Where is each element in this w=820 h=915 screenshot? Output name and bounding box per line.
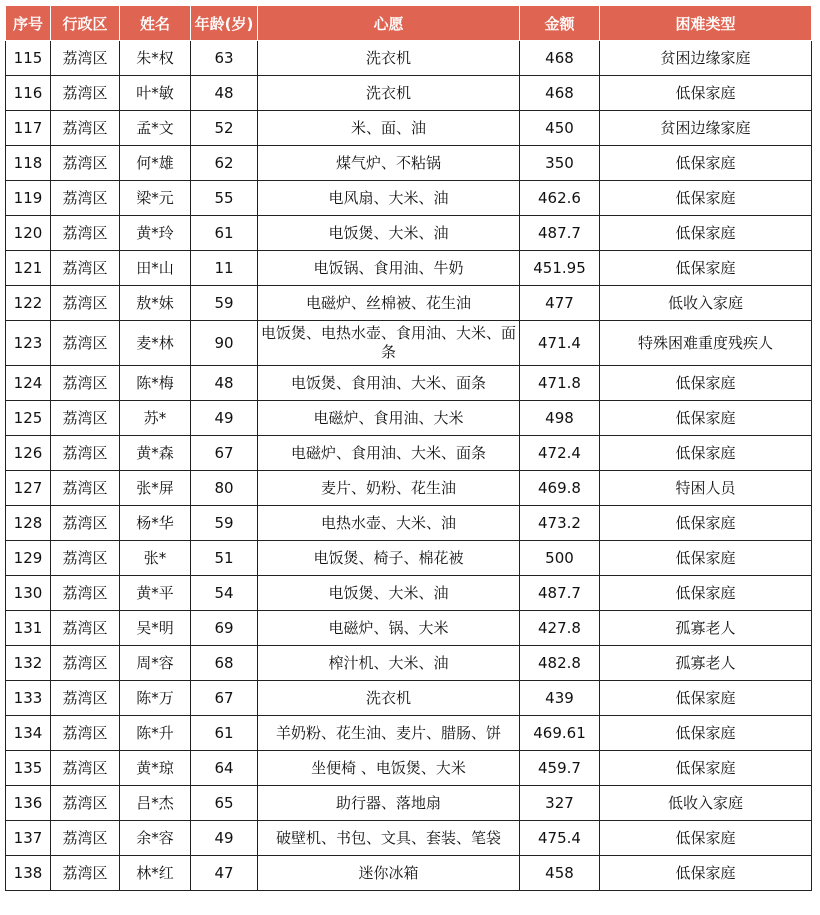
cell-district: 荔湾区 bbox=[51, 821, 120, 856]
cell-hardship-type: 低保家庭 bbox=[600, 76, 812, 111]
cell-wish: 洗衣机 bbox=[258, 41, 520, 76]
cell-amount: 475.4 bbox=[520, 821, 600, 856]
cell-name: 苏* bbox=[120, 401, 191, 436]
cell-name: 田*山 bbox=[120, 251, 191, 286]
cell-district: 荔湾区 bbox=[51, 251, 120, 286]
table-row bbox=[6, 821, 812, 856]
cell-district: 荔湾区 bbox=[51, 111, 120, 146]
table-row bbox=[6, 181, 812, 216]
cell-index: 121 bbox=[6, 251, 51, 286]
cell-name: 陈*升 bbox=[120, 716, 191, 751]
table-row bbox=[6, 576, 812, 611]
table-row bbox=[6, 751, 812, 786]
cell-amount: 472.4 bbox=[520, 436, 600, 471]
cell-district: 荔湾区 bbox=[51, 436, 120, 471]
cell-name: 吕*杰 bbox=[120, 786, 191, 821]
cell-amount: 468 bbox=[520, 41, 600, 76]
cell-district: 荔湾区 bbox=[51, 786, 120, 821]
cell-district: 荔湾区 bbox=[51, 366, 120, 401]
cell-index: 117 bbox=[6, 111, 51, 146]
header-age: 年龄(岁) bbox=[191, 6, 258, 41]
cell-index: 115 bbox=[6, 41, 51, 76]
cell-name: 黄*玲 bbox=[120, 216, 191, 251]
table-row bbox=[6, 856, 812, 891]
cell-age: 47 bbox=[191, 856, 258, 891]
cell-amount: 327 bbox=[520, 786, 600, 821]
header-name: 姓名 bbox=[120, 6, 191, 41]
cell-index: 138 bbox=[6, 856, 51, 891]
cell-index: 122 bbox=[6, 286, 51, 321]
cell-amount: 469.8 bbox=[520, 471, 600, 506]
cell-hardship-type: 低保家庭 bbox=[600, 576, 812, 611]
cell-hardship-type: 贫困边缘家庭 bbox=[600, 41, 812, 76]
cell-name: 黄*森 bbox=[120, 436, 191, 471]
cell-index: 118 bbox=[6, 146, 51, 181]
cell-age: 69 bbox=[191, 611, 258, 646]
cell-age: 55 bbox=[191, 181, 258, 216]
cell-wish: 榨汁机、大米、油 bbox=[258, 646, 520, 681]
cell-index: 131 bbox=[6, 611, 51, 646]
cell-hardship-type: 低保家庭 bbox=[600, 821, 812, 856]
table-row bbox=[6, 146, 812, 181]
cell-hardship-type: 低保家庭 bbox=[600, 541, 812, 576]
cell-name: 孟*文 bbox=[120, 111, 191, 146]
cell-district: 荔湾区 bbox=[51, 576, 120, 611]
cell-index: 134 bbox=[6, 716, 51, 751]
cell-hardship-type: 低保家庭 bbox=[600, 716, 812, 751]
cell-district: 荔湾区 bbox=[51, 216, 120, 251]
cell-wish: 电磁炉、食用油、大米、面条 bbox=[258, 436, 520, 471]
cell-wish: 煤气炉、不粘锅 bbox=[258, 146, 520, 181]
cell-district: 荔湾区 bbox=[51, 611, 120, 646]
cell-wish: 电热水壶、大米、油 bbox=[258, 506, 520, 541]
cell-name: 陈*万 bbox=[120, 681, 191, 716]
header-hardship-type: 困难类型 bbox=[600, 6, 812, 41]
cell-amount: 458 bbox=[520, 856, 600, 891]
cell-age: 67 bbox=[191, 436, 258, 471]
cell-district: 荔湾区 bbox=[51, 471, 120, 506]
cell-wish: 洗衣机 bbox=[258, 681, 520, 716]
cell-amount: 459.7 bbox=[520, 751, 600, 786]
cell-name: 林*红 bbox=[120, 856, 191, 891]
cell-hardship-type: 低保家庭 bbox=[600, 681, 812, 716]
cell-district: 荔湾区 bbox=[51, 401, 120, 436]
header-index: 序号 bbox=[6, 6, 51, 41]
cell-wish: 电饭煲、食用油、大米、面条 bbox=[258, 366, 520, 401]
cell-age: 59 bbox=[191, 286, 258, 321]
cell-name: 黄*琼 bbox=[120, 751, 191, 786]
cell-index: 116 bbox=[6, 76, 51, 111]
table-body bbox=[6, 41, 812, 891]
cell-hardship-type: 低保家庭 bbox=[600, 146, 812, 181]
cell-amount: 482.8 bbox=[520, 646, 600, 681]
cell-district: 荔湾区 bbox=[51, 681, 120, 716]
cell-hardship-type: 低保家庭 bbox=[600, 366, 812, 401]
wish-table-container bbox=[5, 5, 812, 891]
cell-hardship-type: 低保家庭 bbox=[600, 251, 812, 286]
cell-age: 52 bbox=[191, 111, 258, 146]
cell-name: 麦*林 bbox=[120, 321, 191, 366]
cell-name: 敖*妹 bbox=[120, 286, 191, 321]
cell-amount: 500 bbox=[520, 541, 600, 576]
cell-name: 梁*元 bbox=[120, 181, 191, 216]
cell-wish: 电饭煲、椅子、棉花被 bbox=[258, 541, 520, 576]
table-row bbox=[6, 251, 812, 286]
cell-index: 133 bbox=[6, 681, 51, 716]
cell-hardship-type: 低保家庭 bbox=[600, 436, 812, 471]
cell-wish: 迷你冰箱 bbox=[258, 856, 520, 891]
cell-age: 63 bbox=[191, 41, 258, 76]
cell-hardship-type: 低保家庭 bbox=[600, 751, 812, 786]
header-district: 行政区 bbox=[51, 6, 120, 41]
table-row bbox=[6, 366, 812, 401]
cell-district: 荔湾区 bbox=[51, 321, 120, 366]
cell-amount: 469.61 bbox=[520, 716, 600, 751]
cell-name: 周*容 bbox=[120, 646, 191, 681]
cell-name: 张*屏 bbox=[120, 471, 191, 506]
cell-index: 137 bbox=[6, 821, 51, 856]
cell-index: 130 bbox=[6, 576, 51, 611]
cell-index: 128 bbox=[6, 506, 51, 541]
cell-index: 127 bbox=[6, 471, 51, 506]
cell-district: 荔湾区 bbox=[51, 146, 120, 181]
cell-wish: 洗衣机 bbox=[258, 76, 520, 111]
cell-district: 荔湾区 bbox=[51, 181, 120, 216]
cell-index: 119 bbox=[6, 181, 51, 216]
cell-age: 80 bbox=[191, 471, 258, 506]
cell-district: 荔湾区 bbox=[51, 541, 120, 576]
cell-wish: 电风扇、大米、油 bbox=[258, 181, 520, 216]
cell-index: 123 bbox=[6, 321, 51, 366]
table-row bbox=[6, 286, 812, 321]
table-row bbox=[6, 111, 812, 146]
cell-wish: 电磁炉、食用油、大米 bbox=[258, 401, 520, 436]
cell-wish: 米、面、油 bbox=[258, 111, 520, 146]
table-row bbox=[6, 41, 812, 76]
cell-hardship-type: 低收入家庭 bbox=[600, 786, 812, 821]
cell-index: 125 bbox=[6, 401, 51, 436]
cell-index: 135 bbox=[6, 751, 51, 786]
header-amount: 金额 bbox=[520, 6, 600, 41]
cell-district: 荔湾区 bbox=[51, 506, 120, 541]
cell-age: 61 bbox=[191, 216, 258, 251]
cell-index: 126 bbox=[6, 436, 51, 471]
cell-wish: 电磁炉、丝棉被、花生油 bbox=[258, 286, 520, 321]
cell-wish: 电饭煲、大米、油 bbox=[258, 576, 520, 611]
cell-hardship-type: 低保家庭 bbox=[600, 856, 812, 891]
cell-age: 68 bbox=[191, 646, 258, 681]
cell-age: 11 bbox=[191, 251, 258, 286]
cell-amount: 473.2 bbox=[520, 506, 600, 541]
table-row bbox=[6, 681, 812, 716]
cell-amount: 487.7 bbox=[520, 576, 600, 611]
table-row bbox=[6, 216, 812, 251]
table-row bbox=[6, 321, 812, 366]
cell-district: 荔湾区 bbox=[51, 646, 120, 681]
cell-name: 朱*权 bbox=[120, 41, 191, 76]
cell-hardship-type: 低收入家庭 bbox=[600, 286, 812, 321]
cell-wish: 麦片、奶粉、花生油 bbox=[258, 471, 520, 506]
cell-age: 51 bbox=[191, 541, 258, 576]
cell-amount: 350 bbox=[520, 146, 600, 181]
cell-wish: 羊奶粉、花生油、麦片、腊肠、饼 bbox=[258, 716, 520, 751]
table-header-row bbox=[6, 6, 812, 41]
cell-wish: 电饭煲、电热水壶、食用油、大米、面条 bbox=[258, 321, 520, 366]
cell-district: 荔湾区 bbox=[51, 41, 120, 76]
cell-wish: 电饭锅、食用油、牛奶 bbox=[258, 251, 520, 286]
cell-age: 48 bbox=[191, 366, 258, 401]
cell-wish: 破壁机、书包、文具、套装、笔袋 bbox=[258, 821, 520, 856]
cell-age: 48 bbox=[191, 76, 258, 111]
cell-age: 49 bbox=[191, 401, 258, 436]
cell-wish: 助行器、落地扇 bbox=[258, 786, 520, 821]
cell-age: 49 bbox=[191, 821, 258, 856]
cell-district: 荔湾区 bbox=[51, 716, 120, 751]
table-row bbox=[6, 436, 812, 471]
cell-index: 132 bbox=[6, 646, 51, 681]
cell-name: 杨*华 bbox=[120, 506, 191, 541]
cell-index: 120 bbox=[6, 216, 51, 251]
cell-hardship-type: 孤寡老人 bbox=[600, 646, 812, 681]
cell-name: 何*雄 bbox=[120, 146, 191, 181]
cell-wish: 电磁炉、锅、大米 bbox=[258, 611, 520, 646]
cell-amount: 468 bbox=[520, 76, 600, 111]
cell-index: 129 bbox=[6, 541, 51, 576]
table-row bbox=[6, 76, 812, 111]
cell-name: 余*容 bbox=[120, 821, 191, 856]
table-row bbox=[6, 471, 812, 506]
table-row bbox=[6, 716, 812, 751]
cell-hardship-type: 孤寡老人 bbox=[600, 611, 812, 646]
cell-wish: 坐便椅 、电饭煲、大米 bbox=[258, 751, 520, 786]
table-row bbox=[6, 401, 812, 436]
cell-name: 张* bbox=[120, 541, 191, 576]
cell-amount: 487.7 bbox=[520, 216, 600, 251]
cell-hardship-type: 低保家庭 bbox=[600, 401, 812, 436]
cell-age: 54 bbox=[191, 576, 258, 611]
header-wish: 心愿 bbox=[258, 6, 520, 41]
cell-amount: 498 bbox=[520, 401, 600, 436]
cell-index: 124 bbox=[6, 366, 51, 401]
cell-hardship-type: 低保家庭 bbox=[600, 181, 812, 216]
cell-age: 62 bbox=[191, 146, 258, 181]
cell-age: 65 bbox=[191, 786, 258, 821]
cell-district: 荔湾区 bbox=[51, 751, 120, 786]
table-row bbox=[6, 646, 812, 681]
cell-age: 64 bbox=[191, 751, 258, 786]
cell-index: 136 bbox=[6, 786, 51, 821]
table-row bbox=[6, 611, 812, 646]
cell-name: 黄*平 bbox=[120, 576, 191, 611]
cell-hardship-type: 贫困边缘家庭 bbox=[600, 111, 812, 146]
cell-amount: 471.8 bbox=[520, 366, 600, 401]
cell-amount: 462.6 bbox=[520, 181, 600, 216]
cell-amount: 427.8 bbox=[520, 611, 600, 646]
cell-name: 陈*梅 bbox=[120, 366, 191, 401]
cell-wish: 电饭煲、大米、油 bbox=[258, 216, 520, 251]
cell-district: 荔湾区 bbox=[51, 286, 120, 321]
wish-table bbox=[5, 5, 812, 891]
cell-amount: 477 bbox=[520, 286, 600, 321]
cell-age: 90 bbox=[191, 321, 258, 366]
cell-hardship-type: 低保家庭 bbox=[600, 216, 812, 251]
cell-age: 59 bbox=[191, 506, 258, 541]
cell-amount: 439 bbox=[520, 681, 600, 716]
table-row bbox=[6, 541, 812, 576]
table-row bbox=[6, 786, 812, 821]
cell-hardship-type: 特困人员 bbox=[600, 471, 812, 506]
cell-district: 荔湾区 bbox=[51, 856, 120, 891]
cell-amount: 450 bbox=[520, 111, 600, 146]
cell-age: 61 bbox=[191, 716, 258, 751]
cell-amount: 471.4 bbox=[520, 321, 600, 366]
cell-age: 67 bbox=[191, 681, 258, 716]
table-row bbox=[6, 506, 812, 541]
cell-name: 叶*敏 bbox=[120, 76, 191, 111]
cell-amount: 451.95 bbox=[520, 251, 600, 286]
cell-hardship-type: 特殊困难重度残疾人 bbox=[600, 321, 812, 366]
cell-hardship-type: 低保家庭 bbox=[600, 506, 812, 541]
cell-name: 吴*明 bbox=[120, 611, 191, 646]
cell-district: 荔湾区 bbox=[51, 76, 120, 111]
